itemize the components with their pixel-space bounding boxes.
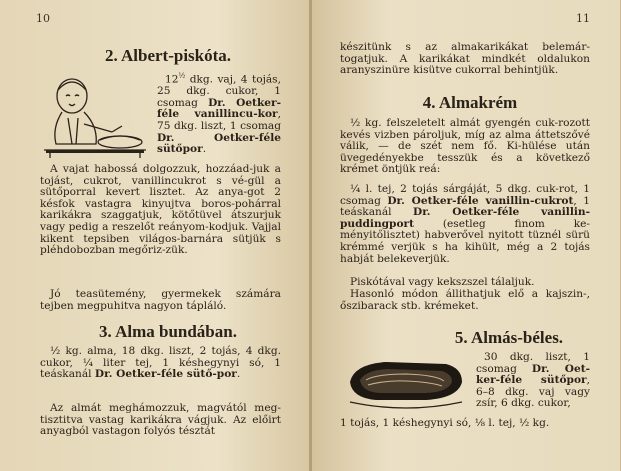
brand-sutopor: Dr. Oetker-féle sütőpor — [157, 131, 281, 156]
brand-vanillincukor: Dr. Oetker-féle vanillincu-kor — [157, 96, 282, 121]
ingredient-text: ¼ l. tej, 2 tojás sárgáját, 5 dkg. cuk-rot, 1 csomag — [340, 183, 590, 207]
brand-puddingpor: Dr. Oetker-féle vanillin-puddingport — [340, 206, 590, 230]
brand-sutopor: Dr. Oet-ker-féle sütőpor — [476, 362, 591, 387]
right-page — [310, 0, 620, 471]
ingredient-amount-fraction: ½ — [178, 72, 186, 80]
almasbeles-ingredients — [476, 352, 590, 410]
ingredient-text: . — [236, 368, 241, 381]
ingredient-text: ½ kg. alma, 18 dkg. liszt, 2 tojás, 4 dkg. cukor, ¼ liter tej, 1 késhegynyi só, 1 teáskanál — [40, 345, 281, 381]
almakrem-paragraph-4: Hasonló módon állithatjuk elő a kajszin-, őszibarack stb. krémeket. — [340, 288, 590, 312]
albert-ingredients — [157, 71, 281, 156]
left-page — [0, 0, 310, 471]
ingredient-text: , 1 teáskanál — [340, 194, 590, 219]
ingredient-text: , 6–8 dkg. vaj vagy zsír, 6 dkg. cukor, — [476, 374, 590, 410]
ingredient-amount-whole: 12 — [165, 73, 179, 86]
albert-tip-paragraph: Jó teasütemény, gyermekek számára tejben megpuhitva nagyon tápláló. — [40, 288, 281, 312]
ingredient-text: . — [202, 143, 207, 156]
ingredient-text: (esetleg finom ke-ményitőlisztet) habverővel nyitott tüznél sürü krémmé verjük s ha kihült, még a 2 tojás habját belekeverjük. — [340, 217, 590, 265]
brand-sutopor: Dr. Oetker-féle sütő-por — [94, 368, 237, 381]
recipe-title-almakrem: 4. Almakrém — [422, 93, 518, 112]
almakrem-paragraph-1: ½ kg. felszeletelt almát gyengén cuk-rozott kevés vizben pároljuk, míg az alma áttetszővé válik, — de szét nem fő. Ki-hülése után üvegedényekbe tesszük és a következő krémet öntjük reá: — [340, 117, 590, 176]
child-eating-illustration — [42, 70, 148, 160]
page-number-left: 10 — [36, 12, 50, 25]
albert-method-paragraph: A vajat habossá dolgozzuk, hozzáad-juk a tojást, cukrot, vanillincukrot s vé-gül a sütőporral kevert lisztet. Az anya-got 2 késfok vastagra kinyujtva boros-pohárral karikákra szaggatjuk, kötőtüvel átszurjuk vagy pedig a reszelőt reányom-kodjuk. Vajjal kikent tepsiben világos-barnára sütjük s pléhdobozban megőriz-zük. — [40, 163, 281, 257]
recipe-title-albert-piskota: 2. Albert-piskóta. — [104, 46, 232, 65]
book-gutter — [309, 0, 312, 471]
almakrem-paragraph-2 — [340, 184, 590, 265]
alma-continuation-paragraph: készitünk s az almakarikákat belemár-togatjuk. A karikákat mindkét oldalukon aranyszinüre kisütve cukorral behintjük. — [340, 41, 590, 77]
almakrem-paragraph-3: Piskótával vagy kekszszel tálaljuk. — [350, 276, 535, 288]
recipe-title-almas-beles: 5. Almás-béles. — [454, 328, 564, 347]
ingredient-text: dkg. vaj, 4 tojás, 25 dkg. cukor, 1 csomag — [157, 73, 281, 109]
alma-method-paragraph: Az almát meghámozzuk, magvától meg-tisztitva vastag karikákra vágjuk. Az előirt anyagból vastagon folyós tésztát — [40, 402, 281, 438]
alma-ingredients — [40, 346, 281, 381]
recipe-title-alma-bundaban: 3. Alma bundában. — [99, 322, 237, 341]
baking-tray-illustration — [346, 352, 466, 414]
page-number-right: 11 — [576, 12, 590, 25]
ingredient-text: , 75 dkg. liszt, 1 csomag — [157, 108, 281, 132]
almasbeles-ingredients-continued: 1 tojás, 1 késhegynyi só, ⅛ l. tej, ½ kg. — [340, 417, 550, 429]
brand-vanillincukor: Dr. Oetker-féle vanillin-cukrot — [387, 194, 574, 207]
ingredient-text: 30 dkg. liszt, 1 csomag — [476, 351, 590, 375]
